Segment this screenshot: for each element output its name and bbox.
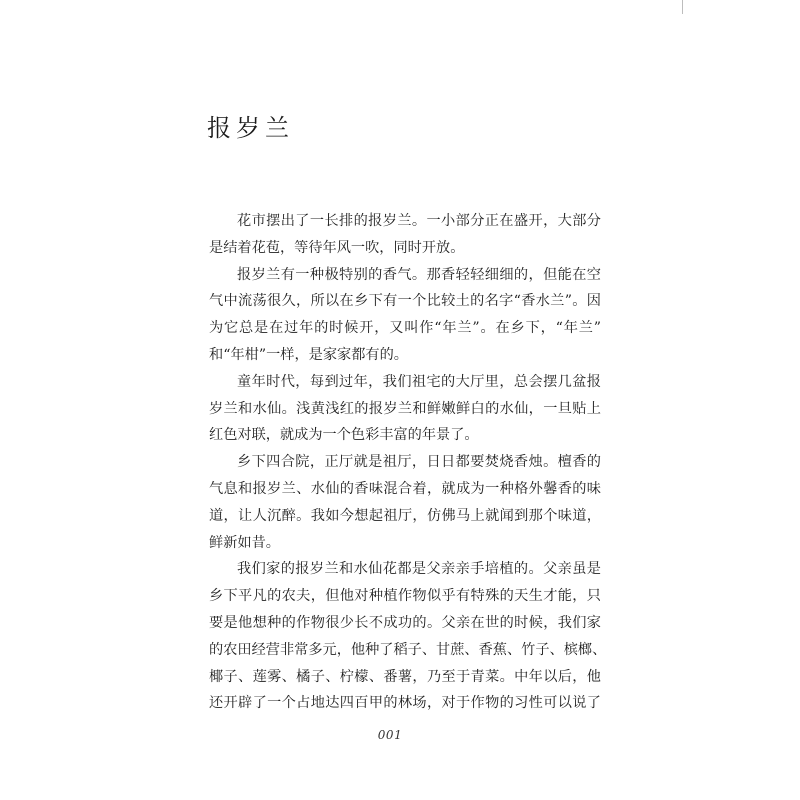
text-line: 我们家的报岁兰和水仙花都是父亲亲手培植的。父亲虽是 [237, 561, 601, 578]
text-line: 气中流荡很久，所以在乡下有一个比较土的名字“香水兰”。因 [209, 293, 601, 310]
text-line: 为它总是在过年的时候开，又叫作“年兰”。在乡下，“年兰” [209, 320, 601, 337]
chapter-title: 报岁兰 [207, 114, 294, 142]
text-line: 要是他想种的作物很少长不成功的。父亲在世的时候，我们家 [209, 614, 601, 631]
page-edge-line [682, 0, 683, 14]
chapter-body [209, 208, 607, 717]
text-line: 是结着花苞，等待年风一吹，同时开放。 [209, 239, 465, 256]
text-line: 鲜新如昔。 [209, 534, 280, 551]
text-line: 红色对联，就成为一个色彩丰富的年景了。 [209, 427, 479, 444]
text-line: 花市摆出了一长排的报岁兰。一小部分正在盛开，大部分 [237, 213, 601, 229]
text-line: 乡下平凡的农夫，但他对种植作物似乎有特殊的天生才能，只 [209, 588, 601, 605]
text-line: 童年时代，每到过年，我们祖宅的大厅里，总会摆几盆报 [237, 373, 601, 390]
text-line: 气息和报岁兰、水仙的香味混合着，就成为一种格外馨香的味 [209, 480, 601, 497]
text-line: 报岁兰有一种极特别的香气。那香轻轻细细的，但能在空 [237, 266, 601, 283]
page-number: 001 [377, 728, 403, 742]
text-line: 的农田经营非常多元，他种了稻子、甘蔗、香蕉、竹子、槟榔、 [209, 641, 607, 658]
text-line: 乡下四合院，正厅就是祖厅，日日都要焚烧香烛。檀香的 [237, 454, 601, 471]
text-line: 椰子、莲雾、橘子、柠檬、番薯，乃至于青菜。中年以后，他 [209, 668, 601, 685]
text-line: 和“年柑”一样，是家家都有的。 [209, 346, 408, 363]
text-line: 岁兰和水仙。浅黄浅红的报岁兰和鲜嫩鲜白的水仙，一旦贴上 [209, 400, 601, 417]
text-line: 还开辟了一个占地达四百甲的林场，对于作物的习性可以说了 [209, 695, 601, 712]
text-line: 道，让人沉醉。我如今想起祖厅，仿佛马上就闻到那个味道， [209, 507, 601, 524]
